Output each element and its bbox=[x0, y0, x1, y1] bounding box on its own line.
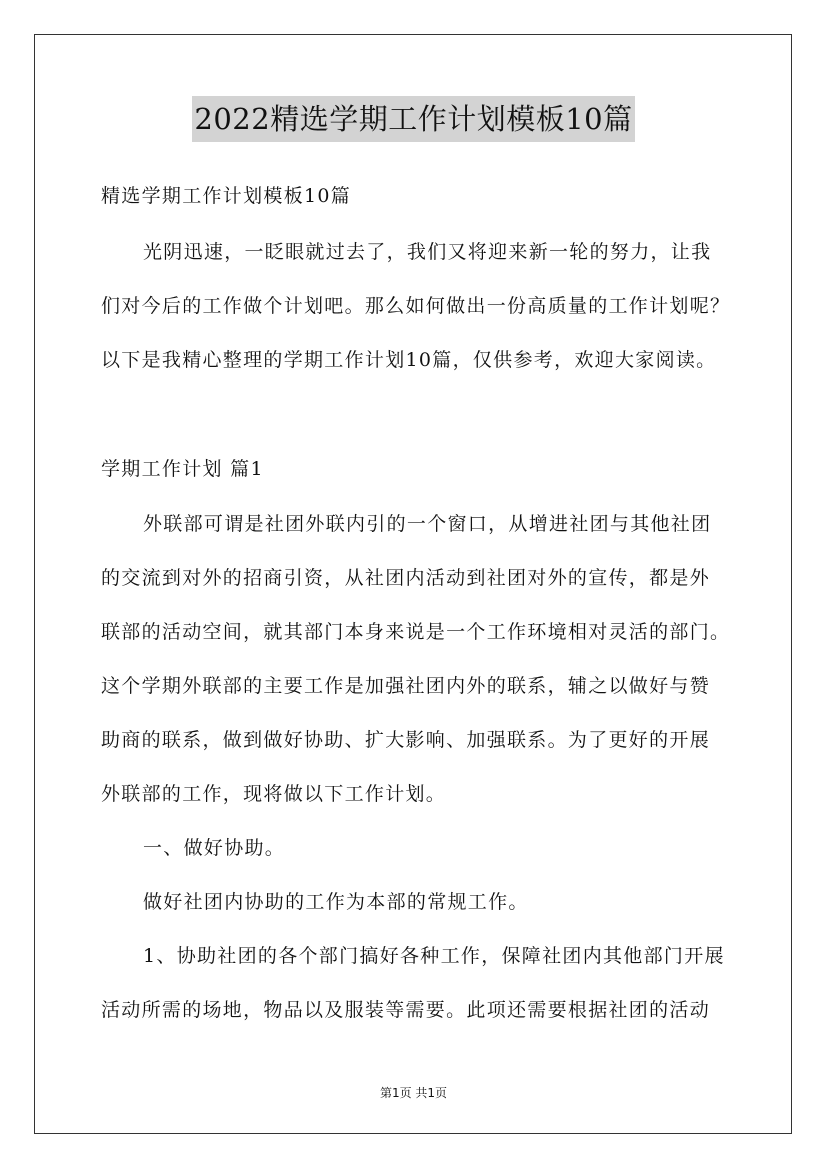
page-footer: 第1页 共1页 bbox=[379, 1086, 448, 1100]
subtitle: 精选学期工作计划模板10篇 bbox=[101, 185, 352, 207]
intro-line-2: 们对今后的工作做个计划吧。那么如何做出一份高质量的工作计划呢？ bbox=[101, 295, 731, 317]
document-title: 2022精选学期工作计划模板10篇 bbox=[192, 96, 634, 142]
body-line-2: 的交流到对外的招商引资，从社团内活动到社团对外的宣传，都是外 bbox=[101, 567, 711, 589]
section-heading: 学期工作计划 篇1 bbox=[101, 458, 264, 480]
item1-heading: 一、做好协助。 bbox=[143, 837, 286, 859]
item1-text: 做好社团内协助的工作为本部的常规工作。 bbox=[143, 891, 529, 913]
title-container bbox=[0, 96, 827, 142]
intro-line-1: 光阴迅速，一眨眼就过去了，我们又将迎来新一轮的努力，让我 bbox=[143, 241, 712, 263]
body-line-5: 助商的联系，做到做好协助、扩大影响、加强联系。为了更好的开展 bbox=[101, 729, 711, 751]
intro-line-3: 以下是我精心整理的学期工作计划10篇，仅供参考，欢迎大家阅读。 bbox=[101, 349, 717, 371]
body-line-1: 外联部可谓是社团外联内引的一个窗口，从增进社团与其他社团 bbox=[143, 513, 712, 535]
body-line-3: 联部的活动空间，就其部门本身来说是一个工作环境相对灵活的部门。 bbox=[101, 621, 731, 643]
item1-sub-line-2: 活动所需的场地，物品以及服装等需要。此项还需要根据社团的活动 bbox=[101, 999, 711, 1021]
item1-sub-line-1: 1、协助社团的各个部门搞好各种工作，保障社团内其他部门开展 bbox=[143, 945, 725, 967]
body-line-6: 外联部的工作，现将做以下工作计划。 bbox=[101, 783, 447, 805]
body-line-4: 这个学期外联部的主要工作是加强社团内外的联系，辅之以做好与赞 bbox=[101, 675, 711, 697]
